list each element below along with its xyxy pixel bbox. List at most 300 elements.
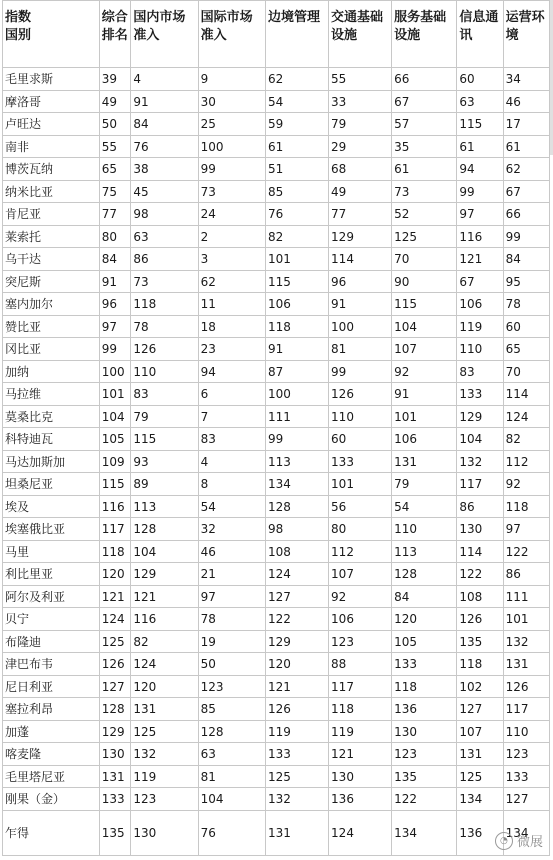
cell-country: 纳米比亚: [3, 181, 100, 203]
cell-services: 133: [392, 653, 457, 676]
cell-operating-env: 17: [503, 113, 549, 136]
cell-telecom: 67: [457, 271, 503, 293]
cell-telecom: 119: [457, 316, 503, 338]
cell-services: 91: [392, 383, 457, 406]
cell-services: 84: [392, 586, 457, 608]
cell-intl-market: 9: [198, 68, 265, 91]
cell-telecom: 115: [457, 113, 503, 136]
cell-telecom: 122: [457, 563, 503, 586]
cell-services: 73: [392, 181, 457, 203]
cell-rank: 130: [99, 743, 131, 766]
cell-border: 124: [265, 563, 328, 586]
cell-country: 利比里亚: [3, 563, 100, 586]
cell-border: 106: [265, 293, 328, 316]
cell-services: 52: [392, 203, 457, 226]
cell-rank: 55: [99, 136, 131, 158]
cell-operating-env: 97: [503, 518, 549, 541]
cell-intl-market: 2: [198, 226, 265, 248]
cell-country: 阿尔及利亚: [3, 586, 100, 608]
cell-transport: 118: [329, 698, 392, 721]
cell-border: 129: [265, 631, 328, 653]
cell-border: 122: [265, 608, 328, 631]
cell-rank: 125: [99, 631, 131, 653]
cell-intl-market: 8: [198, 473, 265, 496]
cell-country: 卢旺达: [3, 113, 100, 136]
header-rank: 综合排名: [99, 1, 131, 68]
cell-domestic-market: 38: [131, 158, 198, 181]
header-operating-env: 运营环境: [503, 1, 549, 68]
table-row: [3, 698, 550, 721]
cell-intl-market: 97: [198, 586, 265, 608]
cell-telecom: 107: [457, 721, 503, 743]
cell-operating-env: 124: [503, 406, 549, 428]
cell-transport: 133: [329, 451, 392, 473]
cell-country: 科特迪瓦: [3, 428, 100, 451]
table-row: [3, 631, 550, 653]
cell-rank: 96: [99, 293, 131, 316]
header-telecom: 信息通讯: [457, 1, 503, 68]
table-row: [3, 473, 550, 496]
header-domestic-market: 国内市场准入: [131, 1, 198, 68]
cell-domestic-market: 113: [131, 496, 198, 518]
cell-operating-env: 34: [503, 68, 549, 91]
cell-intl-market: 104: [198, 788, 265, 811]
cell-rank: 104: [99, 406, 131, 428]
cell-services: 107: [392, 338, 457, 361]
cell-border: 59: [265, 113, 328, 136]
cell-domestic-market: 83: [131, 383, 198, 406]
cell-transport: 106: [329, 608, 392, 631]
cell-domestic-market: 119: [131, 766, 198, 788]
cell-rank: 80: [99, 226, 131, 248]
cell-telecom: 102: [457, 676, 503, 698]
cell-border: 119: [265, 721, 328, 743]
cell-operating-env: 92: [503, 473, 549, 496]
cell-country: 埃及: [3, 496, 100, 518]
cell-border: 101: [265, 248, 328, 271]
table-row: [3, 203, 550, 226]
cell-operating-env: 101: [503, 608, 549, 631]
table-row: [3, 361, 550, 383]
cell-services: 66: [392, 68, 457, 91]
cell-services: 61: [392, 158, 457, 181]
cell-operating-env: 117: [503, 698, 549, 721]
cell-transport: 130: [329, 766, 392, 788]
cell-services: 106: [392, 428, 457, 451]
cell-domestic-market: 129: [131, 563, 198, 586]
table-row: [3, 541, 550, 563]
cell-border: 131: [265, 811, 328, 856]
cell-intl-market: 7: [198, 406, 265, 428]
cell-transport: 55: [329, 68, 392, 91]
cell-transport: 92: [329, 586, 392, 608]
cell-domestic-market: 82: [131, 631, 198, 653]
cell-transport: 123: [329, 631, 392, 653]
cell-services: 101: [392, 406, 457, 428]
cell-border: 85: [265, 181, 328, 203]
cell-border: 61: [265, 136, 328, 158]
cell-telecom: 126: [457, 608, 503, 631]
cell-country: 莱索托: [3, 226, 100, 248]
trade-index-table: [2, 0, 550, 856]
cell-country: 赞比亚: [3, 316, 100, 338]
header-border: 边境管理: [265, 1, 328, 68]
cell-country: 马拉维: [3, 383, 100, 406]
watermark-text: 微展: [516, 835, 543, 850]
cell-services: 118: [392, 676, 457, 698]
cell-transport: 60: [329, 428, 392, 451]
cell-transport: 91: [329, 293, 392, 316]
cell-intl-market: 24: [198, 203, 265, 226]
header-services: 服务基础设施: [392, 1, 457, 68]
cell-operating-env: 95: [503, 271, 549, 293]
cell-border: 111: [265, 406, 328, 428]
cell-country: 乍得: [3, 811, 100, 856]
cell-country: 突尼斯: [3, 271, 100, 293]
cell-telecom: 63: [457, 91, 503, 113]
table-row: [3, 338, 550, 361]
cell-border: 132: [265, 788, 328, 811]
cell-country: 肯尼亚: [3, 203, 100, 226]
cell-country: 塞内加尔: [3, 293, 100, 316]
cell-domestic-market: 131: [131, 698, 198, 721]
table-row: [3, 248, 550, 271]
cell-border: 91: [265, 338, 328, 361]
cell-domestic-market: 4: [131, 68, 198, 91]
cell-intl-market: 32: [198, 518, 265, 541]
cell-domestic-market: 116: [131, 608, 198, 631]
cell-domestic-market: 130: [131, 811, 198, 856]
cell-transport: 96: [329, 271, 392, 293]
cell-country: 加蓬: [3, 721, 100, 743]
cell-domestic-market: 121: [131, 586, 198, 608]
cell-domestic-market: 123: [131, 788, 198, 811]
cell-rank: 75: [99, 181, 131, 203]
table-row: [3, 383, 550, 406]
cell-telecom: 116: [457, 226, 503, 248]
cell-country: 冈比亚: [3, 338, 100, 361]
cell-telecom: 104: [457, 428, 503, 451]
cell-rank: 50: [99, 113, 131, 136]
cell-rank: 117: [99, 518, 131, 541]
table-header-row: [3, 1, 550, 68]
cell-border: 118: [265, 316, 328, 338]
cell-services: 92: [392, 361, 457, 383]
cell-telecom: 108: [457, 586, 503, 608]
cell-transport: 114: [329, 248, 392, 271]
cell-intl-market: 63: [198, 743, 265, 766]
cell-intl-market: 18: [198, 316, 265, 338]
cell-transport: 99: [329, 361, 392, 383]
cell-intl-market: 54: [198, 496, 265, 518]
cell-transport: 56: [329, 496, 392, 518]
cell-country: 毛里塔尼亚: [3, 766, 100, 788]
header-country: [3, 1, 100, 68]
cell-operating-env: 114: [503, 383, 549, 406]
cell-transport: 29: [329, 136, 392, 158]
cell-country: 埃塞俄比亚: [3, 518, 100, 541]
cell-transport: 88: [329, 653, 392, 676]
cell-rank: 39: [99, 68, 131, 91]
table-row: [3, 226, 550, 248]
cell-telecom: 131: [457, 743, 503, 766]
cell-border: 134: [265, 473, 328, 496]
cell-operating-env: 84: [503, 248, 549, 271]
cell-transport: 100: [329, 316, 392, 338]
cell-border: 108: [265, 541, 328, 563]
table-row: [3, 586, 550, 608]
cell-services: 105: [392, 631, 457, 653]
cell-services: 104: [392, 316, 457, 338]
cell-domestic-market: 125: [131, 721, 198, 743]
cell-intl-market: 4: [198, 451, 265, 473]
cell-intl-market: 78: [198, 608, 265, 631]
cell-transport: 81: [329, 338, 392, 361]
cell-operating-env: 134: [503, 811, 549, 856]
cell-transport: 101: [329, 473, 392, 496]
cell-telecom: 94: [457, 158, 503, 181]
cell-operating-env: 126: [503, 676, 549, 698]
cell-rank: 128: [99, 698, 131, 721]
table-row: [3, 406, 550, 428]
cell-intl-market: 23: [198, 338, 265, 361]
cell-services: 135: [392, 766, 457, 788]
cell-rank: 99: [99, 338, 131, 361]
header-country-line1: 指数: [5, 10, 32, 25]
cell-domestic-market: 98: [131, 203, 198, 226]
cell-domestic-market: 120: [131, 676, 198, 698]
cell-transport: 68: [329, 158, 392, 181]
cell-rank: 49: [99, 91, 131, 113]
header-country-line2: 国别: [5, 28, 32, 43]
cell-services: 57: [392, 113, 457, 136]
cell-intl-market: 50: [198, 653, 265, 676]
cell-operating-env: 70: [503, 361, 549, 383]
table-row: [3, 811, 550, 856]
cell-rank: 121: [99, 586, 131, 608]
cell-services: 54: [392, 496, 457, 518]
cell-telecom: 83: [457, 361, 503, 383]
cell-services: 130: [392, 721, 457, 743]
cell-transport: 124: [329, 811, 392, 856]
cell-telecom: 132: [457, 451, 503, 473]
cell-country: 尼日利亚: [3, 676, 100, 698]
cell-transport: 129: [329, 226, 392, 248]
cell-rank: 135: [99, 811, 131, 856]
table-row: [3, 113, 550, 136]
cell-intl-market: 21: [198, 563, 265, 586]
cell-rank: 65: [99, 158, 131, 181]
cell-country: 毛里求斯: [3, 68, 100, 91]
cell-border: 98: [265, 518, 328, 541]
cell-telecom: 125: [457, 766, 503, 788]
cell-transport: 126: [329, 383, 392, 406]
cell-border: 121: [265, 676, 328, 698]
cell-operating-env: 99: [503, 226, 549, 248]
cell-rank: 127: [99, 676, 131, 698]
header-transport: 交通基础设施: [329, 1, 392, 68]
cell-operating-env: 46: [503, 91, 549, 113]
cell-country: 乌干达: [3, 248, 100, 271]
cell-transport: 136: [329, 788, 392, 811]
cell-rank: 115: [99, 473, 131, 496]
cell-operating-env: 127: [503, 788, 549, 811]
cell-rank: 101: [99, 383, 131, 406]
table-row: [3, 518, 550, 541]
cell-services: 79: [392, 473, 457, 496]
cell-services: 134: [392, 811, 457, 856]
cell-telecom: 86: [457, 496, 503, 518]
cell-domestic-market: 76: [131, 136, 198, 158]
cell-intl-market: 76: [198, 811, 265, 856]
cell-domestic-market: 104: [131, 541, 198, 563]
cell-transport: 49: [329, 181, 392, 203]
cell-domestic-market: 79: [131, 406, 198, 428]
cell-transport: 112: [329, 541, 392, 563]
cell-country: 刚果（金）: [3, 788, 100, 811]
cell-rank: 105: [99, 428, 131, 451]
table-row: [3, 428, 550, 451]
cell-rank: 124: [99, 608, 131, 631]
cell-transport: 79: [329, 113, 392, 136]
cell-border: 127: [265, 586, 328, 608]
table-row: [3, 743, 550, 766]
cell-services: 120: [392, 608, 457, 631]
header-intl-market: 国际市场准入: [198, 1, 265, 68]
cell-services: 122: [392, 788, 457, 811]
cell-operating-env: 132: [503, 631, 549, 653]
table-body: [3, 68, 550, 856]
cell-services: 115: [392, 293, 457, 316]
cell-country: 布隆迪: [3, 631, 100, 653]
cell-country: 喀麦隆: [3, 743, 100, 766]
cell-services: 35: [392, 136, 457, 158]
cell-domestic-market: 89: [131, 473, 198, 496]
cell-border: 51: [265, 158, 328, 181]
cell-border: 125: [265, 766, 328, 788]
cell-border: 82: [265, 226, 328, 248]
cell-rank: 126: [99, 653, 131, 676]
cell-rank: 120: [99, 563, 131, 586]
cell-operating-env: 65: [503, 338, 549, 361]
cell-domestic-market: 93: [131, 451, 198, 473]
index-table-container: [2, 0, 550, 856]
cell-country: 津巴布韦: [3, 653, 100, 676]
table-row: [3, 68, 550, 91]
cell-operating-env: 78: [503, 293, 549, 316]
cell-domestic-market: 128: [131, 518, 198, 541]
cell-operating-env: 86: [503, 563, 549, 586]
cell-intl-market: 30: [198, 91, 265, 113]
cell-domestic-market: 86: [131, 248, 198, 271]
cell-border: 54: [265, 91, 328, 113]
cell-domestic-market: 118: [131, 293, 198, 316]
cell-services: 90: [392, 271, 457, 293]
cell-telecom: 121: [457, 248, 503, 271]
cell-domestic-market: 78: [131, 316, 198, 338]
cell-domestic-market: 63: [131, 226, 198, 248]
cell-country: 博茨瓦纳: [3, 158, 100, 181]
table-row: [3, 271, 550, 293]
cell-domestic-market: 126: [131, 338, 198, 361]
cell-services: 136: [392, 698, 457, 721]
cell-rank: 131: [99, 766, 131, 788]
cell-country: 塞拉利昂: [3, 698, 100, 721]
cell-operating-env: 62: [503, 158, 549, 181]
cell-transport: 77: [329, 203, 392, 226]
cell-operating-env: 123: [503, 743, 549, 766]
cell-rank: 133: [99, 788, 131, 811]
cell-services: 128: [392, 563, 457, 586]
cell-telecom: 117: [457, 473, 503, 496]
cell-intl-market: 83: [198, 428, 265, 451]
cell-rank: 129: [99, 721, 131, 743]
cell-intl-market: 11: [198, 293, 265, 316]
cell-operating-env: 110: [503, 721, 549, 743]
cell-border: 128: [265, 496, 328, 518]
table-row: [3, 316, 550, 338]
table-row: [3, 91, 550, 113]
watermark: [495, 831, 543, 850]
cell-intl-market: 99: [198, 158, 265, 181]
cell-operating-env: 122: [503, 541, 549, 563]
cell-transport: 110: [329, 406, 392, 428]
cell-domestic-market: 110: [131, 361, 198, 383]
cell-intl-market: 46: [198, 541, 265, 563]
cell-telecom: 61: [457, 136, 503, 158]
cell-transport: 121: [329, 743, 392, 766]
cell-telecom: 135: [457, 631, 503, 653]
cell-operating-env: 67: [503, 181, 549, 203]
cell-rank: 116: [99, 496, 131, 518]
cell-rank: 118: [99, 541, 131, 563]
cell-country: 南非: [3, 136, 100, 158]
cell-country: 贝宁: [3, 608, 100, 631]
cell-border: 120: [265, 653, 328, 676]
cell-services: 67: [392, 91, 457, 113]
cell-telecom: 130: [457, 518, 503, 541]
cell-rank: 84: [99, 248, 131, 271]
cell-operating-env: 66: [503, 203, 549, 226]
cell-operating-env: 131: [503, 653, 549, 676]
cell-intl-market: 100: [198, 136, 265, 158]
cell-border: 100: [265, 383, 328, 406]
cell-border: 113: [265, 451, 328, 473]
cell-transport: 117: [329, 676, 392, 698]
cell-telecom: 106: [457, 293, 503, 316]
cell-rank: 91: [99, 271, 131, 293]
cell-border: 99: [265, 428, 328, 451]
table-row: [3, 293, 550, 316]
table-row: [3, 766, 550, 788]
cell-transport: 80: [329, 518, 392, 541]
cell-operating-env: 133: [503, 766, 549, 788]
cell-telecom: 118: [457, 653, 503, 676]
cell-border: 87: [265, 361, 328, 383]
table-row: [3, 181, 550, 203]
cell-telecom: 99: [457, 181, 503, 203]
cell-intl-market: 128: [198, 721, 265, 743]
cell-intl-market: 62: [198, 271, 265, 293]
table-row: [3, 676, 550, 698]
wechat-icon: ◔: [495, 832, 513, 850]
table-row: [3, 158, 550, 181]
cell-intl-market: 123: [198, 676, 265, 698]
table-row: [3, 136, 550, 158]
cell-domestic-market: 73: [131, 271, 198, 293]
cell-domestic-market: 91: [131, 91, 198, 113]
cell-intl-market: 81: [198, 766, 265, 788]
